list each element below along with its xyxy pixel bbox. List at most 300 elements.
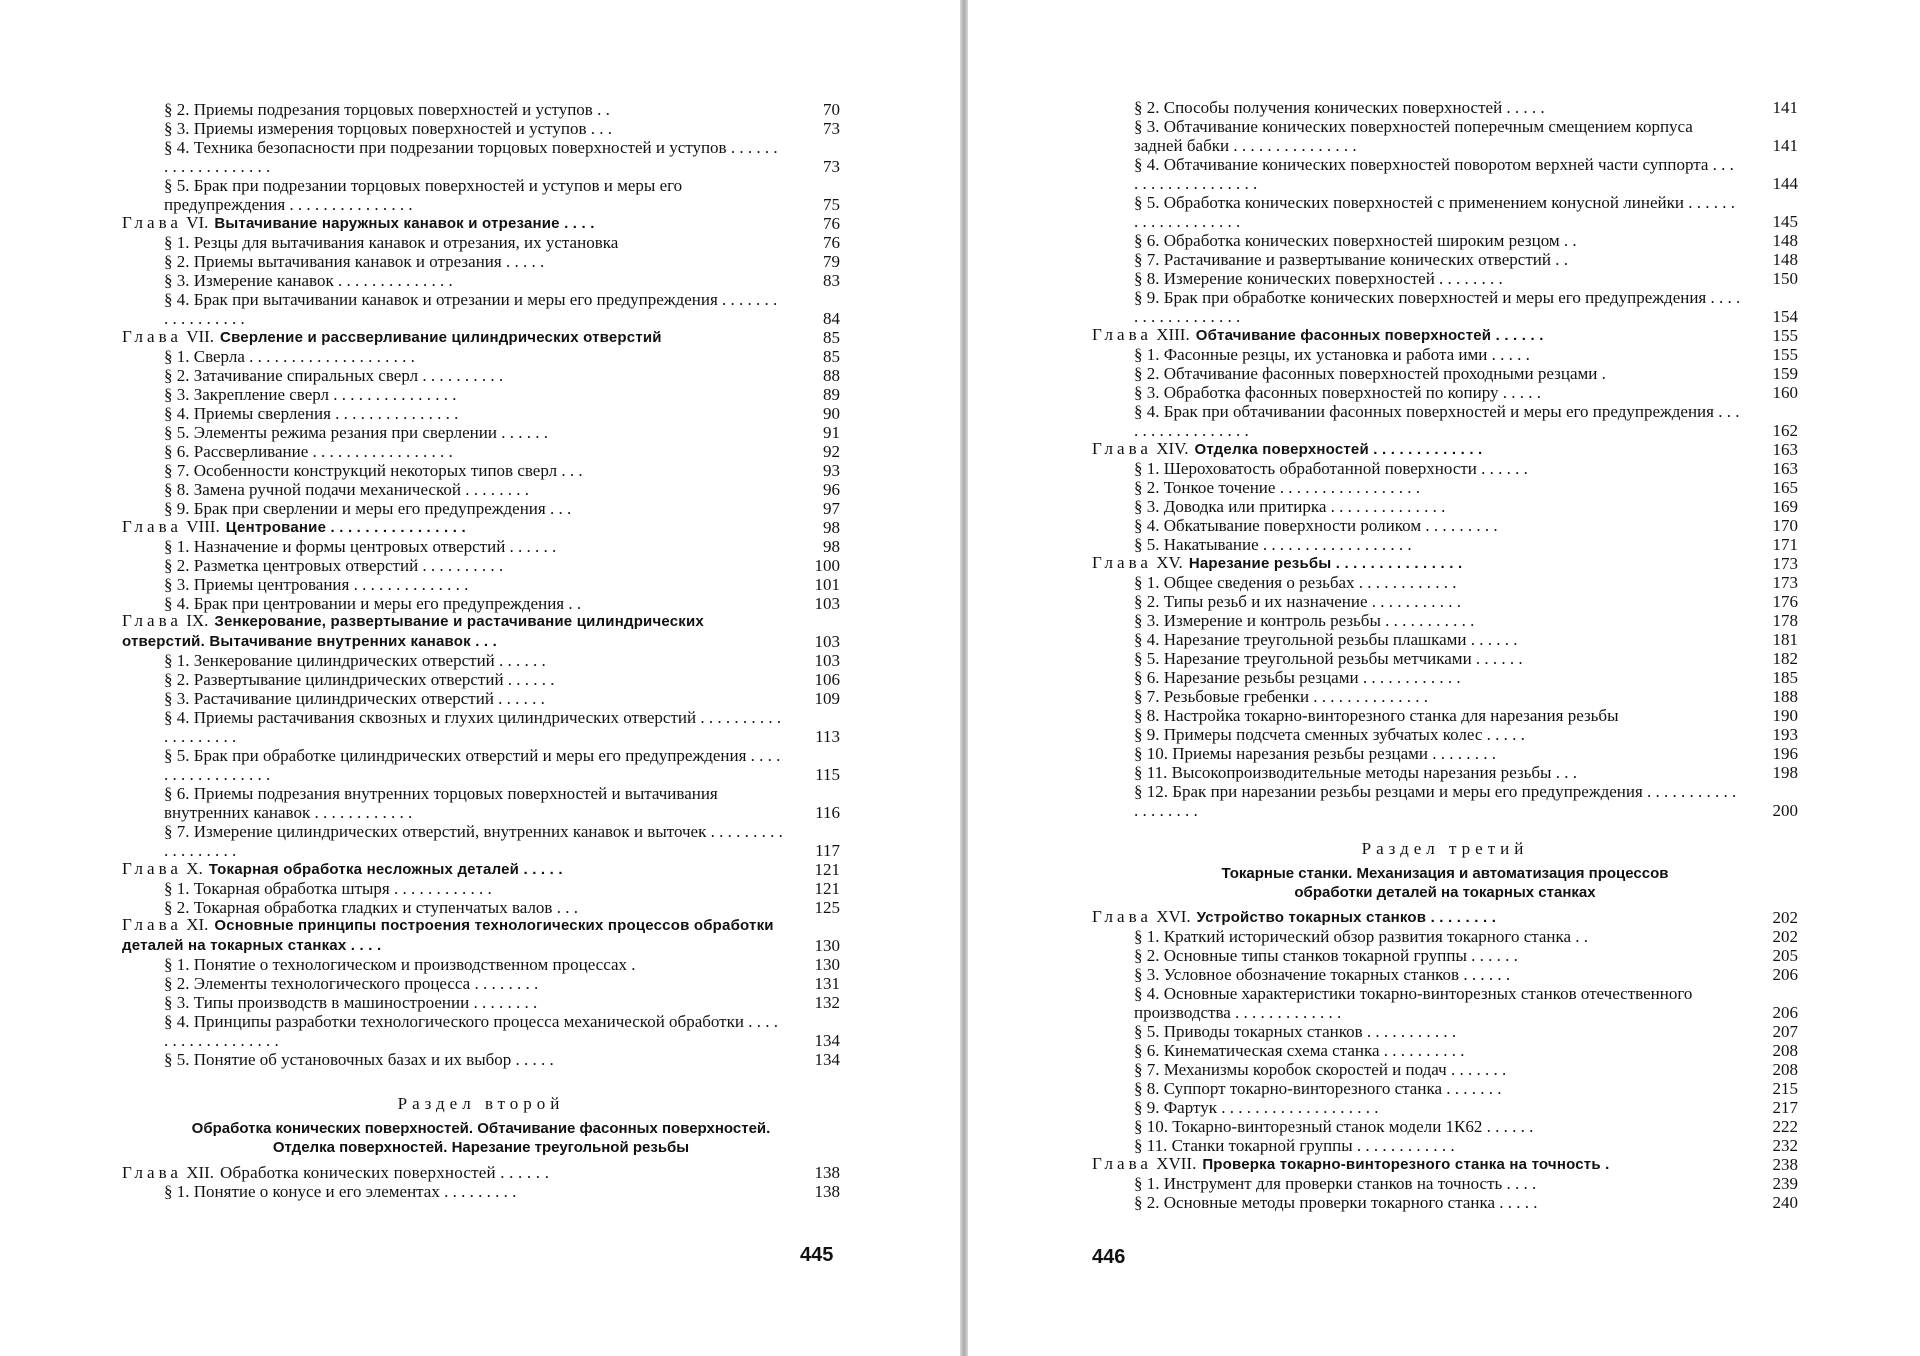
toc-entry-text: § 3. Приемы центрования . . . . . . . . . . . . . .: [164, 575, 469, 594]
toc-paragraph-entry: [1092, 478, 1798, 497]
toc-paragraph-entry: [1092, 193, 1798, 231]
toc-entry-text: § 3. Измерение канавок . . . . . . . . . . . . . .: [164, 271, 453, 290]
toc-paragraph-entry: [1092, 927, 1798, 946]
toc-page-number: 185: [1772, 668, 1798, 687]
toc-paragraph-entry: [122, 1182, 840, 1201]
toc-paragraph-entry: [122, 423, 840, 442]
toc-page-number: 134: [814, 1050, 840, 1069]
toc-page-number: 181: [1772, 630, 1798, 649]
toc-entry-text: § 1. Токарная обработка штыря . . . . . . . . . . . .: [164, 879, 492, 898]
toc-chapter-entry: [122, 518, 840, 537]
toc-paragraph-entry: [1092, 117, 1798, 155]
chapter-number: XIV.: [1156, 439, 1189, 458]
toc-entry-text: § 6. Нарезание резьбы резцами . . . . . . . . . . . .: [1134, 668, 1461, 687]
toc-chapter-entry: [1092, 554, 1798, 573]
chapter-prefix: Глава: [1092, 907, 1152, 926]
chapter-title: Отделка поверхностей . . . . . . . . . . . . .: [1194, 441, 1483, 458]
toc-paragraph-entry: [1092, 1174, 1798, 1193]
toc-entry-text: § 4. Брак при вытачивании канавок и отрезании и меры его предупреждения . . . . . . . . . . . . . . . . .: [164, 290, 778, 328]
toc-page-number: 145: [1772, 212, 1798, 231]
chapter-number: XIII.: [1156, 325, 1190, 344]
chapter-title: Проверка токарно-винторезного станка на точность .: [1202, 1156, 1610, 1173]
chapter-number: VII.: [186, 327, 215, 346]
toc-page-number: 200: [1772, 801, 1798, 820]
toc-entry-text: § 4. Приемы сверления . . . . . . . . . . . . . . .: [164, 404, 459, 423]
toc-entry-text: § 4. Техника безопасности при подрезании торцовых поверхностей и уступов . . . . . . . . . . . . . . . . . . .: [164, 138, 778, 176]
toc-chapter-entry: [1092, 440, 1798, 459]
toc-page-number: 134: [814, 1031, 840, 1050]
toc-page-number: 208: [1772, 1060, 1798, 1079]
toc-entry-text: § 7. Растачивание и развертывание конических отверстий . .: [1134, 250, 1568, 269]
toc-chapter-entry: [1092, 326, 1798, 345]
toc-page-number: 232: [1772, 1136, 1798, 1155]
toc-paragraph-entry: [1092, 516, 1798, 535]
toc-paragraph-entry: [1092, 98, 1798, 117]
toc-paragraph-entry: [1092, 1117, 1798, 1136]
chapter-prefix: Глава: [1092, 1154, 1152, 1173]
toc-entry-text: § 4. Брак при центровании и меры его предупреждения . .: [164, 594, 582, 613]
toc-paragraph-entry: [1092, 1136, 1798, 1155]
toc-entry-text: § 4. Брак при обтачивании фасонных поверхностей и меры его предупреждения . . . . . . . . . . . . . . . . .: [1134, 402, 1740, 440]
toc-entry-text: § 1. Фасонные резцы, их установка и работа ими . . . . .: [1134, 345, 1530, 364]
toc-page-number: 148: [1772, 250, 1798, 269]
toc-entry-text: § 4. Приемы растачивания сквозных и глухих цилиндрических отверстий . . . . . . . . . . . . . . . . . . .: [164, 708, 782, 746]
toc-paragraph-entry: [122, 252, 840, 271]
toc-page-number: 90: [823, 404, 840, 423]
toc-page-number: 70: [823, 100, 840, 119]
section-title: Раздел третий: [1361, 839, 1529, 858]
toc-entry-text: § 3. Типы производств в машиностроении . . . . . . . .: [164, 993, 538, 1012]
toc-paragraph-entry: [1092, 269, 1798, 288]
page-number-left: 445: [800, 1244, 834, 1266]
chapter-title: Устройство токарных станков . . . . . . . .: [1196, 909, 1497, 926]
toc-paragraph-entry: [122, 575, 840, 594]
chapter-prefix: Глава: [122, 327, 182, 346]
toc-page-number: 240: [1772, 1193, 1798, 1212]
chapter-title: Центрование . . . . . . . . . . . . . . . .: [225, 519, 466, 536]
right-page: [1092, 98, 1798, 1212]
toc-page-number: 76: [823, 233, 840, 252]
toc-page-number: 159: [1772, 364, 1798, 383]
toc-page-number: 169: [1772, 497, 1798, 516]
toc-page-number: 141: [1772, 98, 1798, 117]
chapter-title: Вытачивание наружных канавок и отрезание . . . .: [214, 215, 595, 232]
toc-entry-text: § 2. Основные типы станков токарной группы . . . . . .: [1134, 946, 1518, 965]
toc-paragraph-entry: [122, 366, 840, 385]
toc-entry-text: § 3. Обтачивание конических поверхностей поперечным смещением корпуса задней бабки . . . . . . . . . . . . . . .: [1134, 117, 1693, 155]
toc-entry-text: § 10. Токарно-винторезный станок модели 1К62 . . . . . .: [1134, 1117, 1534, 1136]
toc-page-number: 155: [1772, 345, 1798, 364]
toc-page-number: 91: [823, 423, 840, 442]
toc-entry-text: § 3. Приемы измерения торцовых поверхностей и уступов . . .: [164, 119, 612, 138]
toc-paragraph-entry: [1092, 364, 1798, 383]
toc-entry-text: § 11. Станки токарной группы . . . . . . . . . . . .: [1134, 1136, 1455, 1155]
chapter-prefix: Глава: [1092, 553, 1152, 572]
toc-paragraph-entry: [122, 385, 840, 404]
toc-entry-text: § 1. Зенкерование цилиндрических отверстий . . . . . .: [164, 651, 546, 670]
toc-page-number: 121: [814, 879, 840, 898]
toc-page-number: 130: [814, 955, 840, 974]
toc-page-number: 144: [1772, 174, 1798, 193]
toc-page-number: 215: [1772, 1079, 1798, 1098]
toc-paragraph-entry: [1092, 1041, 1798, 1060]
toc-entry-text: § 5. Элементы режима резания при сверлении . . . . . .: [164, 423, 548, 442]
toc-paragraph-entry: [122, 651, 840, 670]
toc-entry-text: § 1. Шероховатость обработанной поверхности . . . . . .: [1134, 459, 1528, 478]
toc-page-number: 84: [823, 309, 840, 328]
chapter-prefix: Глава: [122, 213, 182, 232]
toc-entry-text: § 2. Основные методы проверки токарного станка . . . . .: [1134, 1193, 1538, 1212]
toc-paragraph-entry: [1092, 231, 1798, 250]
book-spine: [960, 0, 968, 1356]
toc-page-number: 188: [1772, 687, 1798, 706]
toc-page-number: 92: [823, 442, 840, 461]
toc-page-number: 98: [823, 518, 840, 537]
toc-paragraph-entry: [1092, 687, 1798, 706]
toc-page-number: 160: [1772, 383, 1798, 402]
chapter-number: IX.: [186, 611, 209, 630]
toc-entry-text: § 2. Элементы технологического процесса . . . . . . . .: [164, 974, 539, 993]
toc-page-number: 165: [1772, 478, 1798, 497]
section-subtitle: Токарные станки. Механизация и автоматизация процессов: [1221, 865, 1669, 882]
page-number-right: 446: [1092, 1246, 1126, 1268]
chapter-title: Нарезание резьбы . . . . . . . . . . . . . . .: [1188, 555, 1463, 572]
toc-page-number: 76: [823, 214, 840, 233]
toc-paragraph-entry: [1092, 592, 1798, 611]
toc-paragraph-entry: [1092, 345, 1798, 364]
toc-entry-text: § 1. Инструмент для проверки станков на точность . . . .: [1134, 1174, 1537, 1193]
toc-paragraph-entry: [1092, 763, 1798, 782]
section-subtitle: Отделка поверхностей. Нарезание треугольной резьбы: [272, 1139, 690, 1156]
toc-entry-text: § 8. Замена ручной подачи механической . . . . . . . .: [164, 480, 529, 499]
toc-page-number: 202: [1772, 927, 1798, 946]
toc-entry-text: § 4. Принципы разработки технологического процесса механической обработки . . . . . . . . . . . . . . . . . .: [164, 1012, 778, 1050]
section-subtitle: обработки деталей на токарных станках: [1294, 884, 1596, 901]
toc-chapter-entry: [122, 860, 840, 879]
toc-paragraph-entry: [122, 461, 840, 480]
chapter-title: Сверление и рассверливание цилиндрических отверстий: [220, 329, 662, 346]
toc-paragraph-entry: [122, 974, 840, 993]
toc-entry-text: § 5. Обработка конических поверхностей с применением конусной линейки . . . . . . . . . . . . . . . . . . .: [1134, 193, 1735, 231]
toc-paragraph-entry: [122, 537, 840, 556]
toc-paragraph-entry: [122, 442, 840, 461]
toc-page-number: 163: [1772, 459, 1798, 478]
toc-page-number: 173: [1772, 573, 1798, 592]
toc-page-number: 163: [1772, 440, 1798, 459]
toc-page-number: 103: [814, 632, 840, 651]
toc-paragraph-entry: [1092, 402, 1798, 440]
toc-entry-text: § 12. Брак при нарезании резьбы резцами и меры его предупреждения . . . . . . . . . . . . . . . . . . .: [1134, 782, 1737, 820]
toc-entry-text: § 9. Брак при сверлении и меры его предупреждения . . .: [164, 499, 572, 518]
toc-entry-text: § 4. Обтачивание конических поверхностей поворотом верхней части суппорта . . . . . . . . . . . . . . . . . .: [1134, 155, 1734, 193]
toc-paragraph-entry: [1092, 630, 1798, 649]
toc-list-right: [1092, 98, 1798, 820]
toc-paragraph-entry: [1092, 1060, 1798, 1079]
toc-paragraph-entry: [1092, 965, 1798, 984]
section-subtitle: Обработка конических поверхностей. Обтачивание фасонных поверхностей.: [191, 1120, 771, 1137]
toc-paragraph-entry: [1092, 459, 1798, 478]
toc-entry-text: § 3. Измерение и контроль резьбы . . . . . . . . . . .: [1134, 611, 1475, 630]
toc-page-number: 190: [1772, 706, 1798, 725]
toc-page-number: 206: [1772, 1003, 1798, 1022]
toc-paragraph-entry: [122, 822, 840, 860]
toc-paragraph-entry: [122, 119, 840, 138]
chapter-number: VI.: [186, 213, 209, 232]
toc-paragraph-entry: [1092, 288, 1798, 326]
toc-page-number: 170: [1772, 516, 1798, 535]
toc-chapter-entry: [1092, 908, 1798, 927]
toc-page-number: 238: [1772, 1155, 1798, 1174]
toc-paragraph-entry: [1092, 1022, 1798, 1041]
toc-paragraph-entry: [122, 271, 840, 290]
toc-entry-text: § 6. Кинематическая схема станка . . . . . . . . . .: [1134, 1041, 1465, 1060]
toc-entry-text: § 2. Типы резьб и их назначение . . . . . . . . . . .: [1134, 592, 1462, 611]
toc-page-number: 207: [1772, 1022, 1798, 1041]
toc-entry-text: § 8. Суппорт токарно-винторезного станка . . . . . . .: [1134, 1079, 1502, 1098]
toc-page-number: 73: [823, 157, 840, 176]
toc-page-number: 138: [814, 1163, 840, 1182]
chapter-prefix: Глава: [122, 1163, 182, 1182]
toc-entry-text: § 4. Обкатывание поверхности роликом . . . . . . . . .: [1134, 516, 1498, 535]
toc-entry-text: § 5. Накатывание . . . . . . . . . . . . . . . . . .: [1134, 535, 1412, 554]
toc-page-number: 208: [1772, 1041, 1798, 1060]
chapter-title: Зенкерование, развертывание и растачивание цилиндрических отверстий. Вытачивание внутренних канавок . . .: [122, 613, 704, 650]
toc-page-number: 196: [1772, 744, 1798, 763]
chapter-prefix: Глава: [122, 517, 182, 536]
toc-paragraph-entry: [1092, 649, 1798, 668]
toc-paragraph-entry: [122, 100, 840, 119]
toc-page-number: 117: [815, 841, 840, 860]
toc-entry-text: § 1. Сверла . . . . . . . . . . . . . . . . . . . .: [164, 347, 415, 366]
toc-entry-text: § 9. Брак при обработке конических поверхностей и меры его предупреждения . . . . . . . . . . . . . . . . .: [1134, 288, 1741, 326]
toc-paragraph-entry: [1092, 155, 1798, 193]
toc-paragraph-entry: [1092, 497, 1798, 516]
toc-paragraph-entry: [1092, 573, 1798, 592]
toc-entry-text: § 4. Нарезание треугольной резьбы плашками . . . . . .: [1134, 630, 1518, 649]
toc-paragraph-entry: [1092, 946, 1798, 965]
toc-entry-text: § 2. Способы получения конических поверхностей . . . . .: [1134, 98, 1545, 117]
toc-page-number: 96: [823, 480, 840, 499]
toc-list-right-after: [1092, 908, 1798, 1212]
toc-entry-text: § 4. Основные характеристики токарно-винторезных станков отечественного производства . . . . . . . . . . . . .: [1134, 984, 1693, 1022]
toc-entry-text: § 11. Высокопроизводительные методы нарезания резьбы . . .: [1134, 763, 1577, 782]
toc-paragraph-entry: [122, 670, 840, 689]
toc-entry-text: § 2. Приемы подрезания торцовых поверхностей и уступов . .: [164, 100, 610, 119]
toc-entry-text: § 6. Обработка конических поверхностей широким резцом . .: [1134, 231, 1577, 250]
chapter-number: XII.: [186, 1163, 215, 1182]
toc-paragraph-entry: [1092, 668, 1798, 687]
toc-paragraph-entry: [122, 347, 840, 366]
toc-page-number: 130: [814, 936, 840, 955]
toc-page-number: 155: [1772, 326, 1798, 345]
toc-page-number: 109: [814, 689, 840, 708]
toc-paragraph-entry: [1092, 1098, 1798, 1117]
toc-chapter-entry: [122, 613, 840, 651]
toc-page-number: 141: [1772, 136, 1798, 155]
chapter-prefix: Глава: [122, 611, 182, 630]
toc-entry-text: § 7. Измерение цилиндрических отверстий, внутренних канавок и выточек . . . . . . . . . . . . . . . . . .: [164, 822, 783, 860]
toc-page-number: 113: [815, 727, 840, 746]
toc-entry-text: § 5. Брак при обработке цилиндрических отверстий и меры его предупреждения . . . . . . . . . . . . . . . . .: [164, 746, 781, 784]
toc-entry-text: § 5. Приводы токарных станков . . . . . . . . . . .: [1134, 1022, 1457, 1041]
toc-entry-text: § 7. Механизмы коробок скоростей и подач . . . . . . .: [1134, 1060, 1507, 1079]
toc-paragraph-entry: [1092, 984, 1798, 1022]
toc-paragraph-entry: [122, 1012, 840, 1050]
toc-entry-text: § 9. Примеры подсчета сменных зубчатых колес . . . . .: [1134, 725, 1525, 744]
toc-paragraph-entry: [1092, 383, 1798, 402]
toc-paragraph-entry: [122, 784, 840, 822]
toc-paragraph-entry: [122, 955, 840, 974]
toc-entry-text: § 1. Краткий исторический обзор развития токарного станка . .: [1134, 927, 1589, 946]
chapter-number: X.: [186, 859, 203, 878]
toc-paragraph-entry: [1092, 725, 1798, 744]
toc-paragraph-entry: [122, 993, 840, 1012]
toc-page-number: 75: [823, 195, 840, 214]
toc-chapter-entry: [122, 328, 840, 347]
toc-paragraph-entry: [1092, 782, 1798, 820]
chapter-title: Основные принципы построения технологических процессов обработки деталей на токарных станках . . . .: [122, 917, 774, 954]
toc-entry-text: § 1. Общее сведения о резьбах . . . . . . . . . . . .: [1134, 573, 1457, 592]
toc-entry-text: § 6. Рассверливание . . . . . . . . . . . . . . . . .: [164, 442, 453, 461]
toc-page-number: 148: [1772, 231, 1798, 250]
toc-page-number: 217: [1772, 1098, 1798, 1117]
toc-entry-text: § 1. Понятие о конусе и его элементах . . . . . . . . .: [164, 1182, 517, 1201]
toc-entry-text: § 10. Приемы нарезания резьбы резцами . . . . . . . .: [1134, 744, 1497, 763]
toc-page-number: 121: [814, 860, 840, 879]
toc-entry-text: § 8. Настройка токарно-винторезного станка для нарезания резьбы: [1134, 706, 1619, 725]
toc-entry-text: § 3. Обработка фасонных поверхностей по копиру . . . . .: [1134, 383, 1542, 402]
chapter-prefix: Глава: [122, 915, 182, 934]
chapter-title: Обтачивание фасонных поверхностей . . . . . .: [1195, 327, 1544, 344]
toc-entry-text: § 3. Растачивание цилиндрических отверстий . . . . . .: [164, 689, 545, 708]
toc-paragraph-entry: [122, 404, 840, 423]
toc-page-number: 85: [823, 328, 840, 347]
toc-page-number: 131: [814, 974, 840, 993]
toc-entry-text: § 5. Понятие об установочных базах и их выбор . . . . .: [164, 1050, 554, 1069]
toc-entry-text: § 9. Фартук . . . . . . . . . . . . . . . . . . .: [1134, 1098, 1379, 1117]
toc-list-left: [122, 100, 840, 1069]
toc-paragraph-entry: [1092, 1079, 1798, 1098]
toc-page-number: 178: [1772, 611, 1798, 630]
toc-chapter-entry: [122, 1163, 840, 1182]
toc-paragraph-entry: [122, 233, 840, 252]
toc-paragraph-entry: [1092, 706, 1798, 725]
left-page: [122, 100, 840, 1201]
toc-paragraph-entry: [122, 480, 840, 499]
toc-paragraph-entry: [122, 879, 840, 898]
toc-chapter-entry: [122, 214, 840, 233]
toc-page-number: 171: [1772, 535, 1798, 554]
chapter-number: XI.: [186, 915, 209, 934]
toc-page-number: 97: [823, 499, 840, 518]
toc-page-number: 193: [1772, 725, 1798, 744]
chapter-number: XVII.: [1156, 1154, 1197, 1173]
toc-paragraph-entry: [1092, 744, 1798, 763]
chapter-title: Токарная обработка несложных деталей . . . . .: [208, 861, 563, 878]
toc-page-number: 98: [823, 537, 840, 556]
toc-paragraph-entry: [1092, 535, 1798, 554]
toc-paragraph-entry: [122, 176, 840, 214]
toc-page-number: 154: [1772, 307, 1798, 326]
section-header-second: [122, 1093, 840, 1157]
toc-page-number: 222: [1772, 1117, 1798, 1136]
toc-page-number: 116: [815, 803, 840, 822]
toc-entry-text: § 1. Назначение и формы центровых отверстий . . . . . .: [164, 537, 557, 556]
chapter-prefix: Глава: [1092, 325, 1152, 344]
chapter-prefix: Глава: [122, 859, 182, 878]
toc-chapter-entry: [122, 917, 840, 955]
toc-paragraph-entry: [1092, 250, 1798, 269]
toc-page-number: 176: [1772, 592, 1798, 611]
toc-entry-text: § 5. Нарезание треугольной резьбы метчиками . . . . . .: [1134, 649, 1523, 668]
toc-page-number: 198: [1772, 763, 1798, 782]
toc-entry-text: § 3. Условное обозначение токарных станков . . . . . .: [1134, 965, 1511, 984]
toc-page-number: 85: [823, 347, 840, 366]
toc-page-number: 150: [1772, 269, 1798, 288]
toc-paragraph-entry: [1092, 1193, 1798, 1212]
toc-entry-text: § 5. Брак при подрезании торцовых поверхностей и уступов и меры его предупреждения . . . . . . . . . . . . . . .: [164, 176, 683, 214]
chapter-number: XVI.: [1156, 907, 1191, 926]
toc-chapter-entry: [1092, 1155, 1798, 1174]
toc-paragraph-entry: [122, 708, 840, 746]
toc-entry-text: § 2. Обтачивание фасонных поверхностей проходными резцами .: [1134, 364, 1606, 383]
toc-paragraph-entry: [122, 689, 840, 708]
toc-page-number: 93: [823, 461, 840, 480]
chapter-number: XV.: [1156, 553, 1183, 572]
toc-page-number: 132: [814, 993, 840, 1012]
toc-page-number: 125: [814, 898, 840, 917]
toc-page-number: 202: [1772, 908, 1798, 927]
toc-page-number: 100: [814, 556, 840, 575]
toc-paragraph-entry: [122, 746, 840, 784]
toc-page-number: 103: [814, 651, 840, 670]
toc-page-number: 101: [814, 575, 840, 594]
toc-page-number: 239: [1772, 1174, 1798, 1193]
toc-entry-text: § 2. Развертывание цилиндрических отверстий . . . . . .: [164, 670, 555, 689]
toc-page-number: 83: [823, 271, 840, 290]
toc-page-number: 162: [1772, 421, 1798, 440]
toc-paragraph-entry: [122, 290, 840, 328]
toc-page-number: 73: [823, 119, 840, 138]
toc-list-left-after: [122, 1163, 840, 1201]
toc-paragraph-entry: [122, 138, 840, 176]
toc-entry-text: § 2. Токарная обработка гладких и ступенчатых валов . . .: [164, 898, 578, 917]
toc-page-number: 79: [823, 252, 840, 271]
toc-page-number: 89: [823, 385, 840, 404]
toc-page-number: 182: [1772, 649, 1798, 668]
toc-entry-text: § 3. Закрепление сверл . . . . . . . . . . . . . . .: [164, 385, 457, 404]
toc-entry-text: § 3. Доводка или притирка . . . . . . . . . . . . . .: [1134, 497, 1446, 516]
toc-entry-text: § 2. Разметка центровых отверстий . . . . . . . . . .: [164, 556, 504, 575]
chapter-prefix: Глава: [1092, 439, 1152, 458]
toc-entry-text: § 1. Резцы для вытачивания канавок и отрезания, их установка: [164, 233, 619, 252]
toc-entry-text: § 6. Приемы подрезания внутренних торцовых поверхностей и вытачивания внутренних канавок . . . . . . . . . . . .: [164, 784, 718, 822]
chapter-number: VIII.: [186, 517, 220, 536]
toc-entry-text: § 2. Затачивание спиральных сверл . . . . . . . . . .: [164, 366, 504, 385]
toc-entry-text: § 7. Резьбовые гребенки . . . . . . . . . . . . . .: [1134, 687, 1429, 706]
toc-entry-text: § 7. Особенности конструкций некоторых типов сверл . . .: [164, 461, 583, 480]
toc-page-number: 138: [814, 1182, 840, 1201]
section-title: Раздел второй: [397, 1094, 565, 1113]
toc-page-number: 88: [823, 366, 840, 385]
toc-page-number: 173: [1772, 554, 1798, 573]
toc-page-number: 206: [1772, 965, 1798, 984]
toc-entry-text: § 2. Приемы вытачивания канавок и отрезания . . . . .: [164, 252, 545, 271]
toc-paragraph-entry: [122, 1050, 840, 1069]
toc-paragraph-entry: [122, 556, 840, 575]
section-header-third: [1092, 838, 1798, 902]
toc-entry-text: § 8. Измерение конических поверхностей . . . . . . . .: [1134, 269, 1503, 288]
